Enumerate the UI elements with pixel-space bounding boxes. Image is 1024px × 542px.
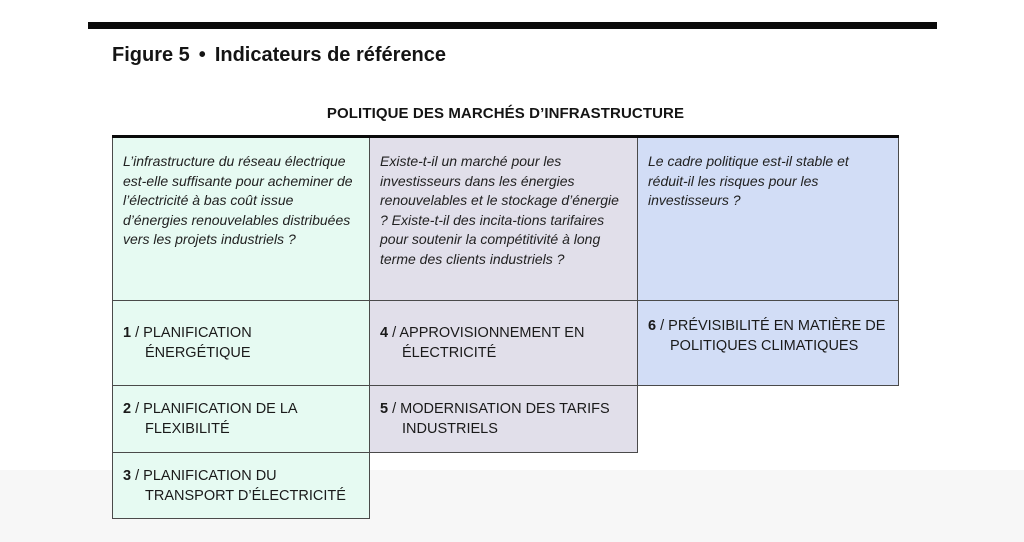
indicator-cell-3: 3 / PLANIFICATION DU TRANSPORT D’ÉLECTRICITÉ	[112, 452, 370, 519]
indicator-number: 2	[123, 401, 132, 417]
indicator-label: APPROVISIONNEMENT EN ÉLECTRICITÉ	[399, 325, 585, 361]
indicator-label: PLANIFICATION DE LA FLEXIBILITÉ	[143, 401, 297, 437]
question-cell-2	[369, 137, 638, 301]
top-rule	[88, 22, 937, 29]
figure-label: Figure 5	[112, 44, 190, 66]
figure-heading: Indicateurs de référence	[214, 44, 447, 66]
indicator-number: 4	[380, 325, 389, 341]
indicator-number: 5	[380, 401, 389, 417]
question-cell-3	[637, 137, 899, 301]
indicator-number: 1	[123, 325, 132, 341]
indicator-label: PLANIFICATION ÉNERGÉTIQUE	[143, 325, 252, 361]
indicator-number: 3	[123, 467, 132, 484]
question-text: L’infrastructure du réseau électrique est-elle suffisante pour acheminer de l’électricité à bas coût issue d’énergies renouvelables distribuées vers les projets industriels ?	[123, 153, 353, 247]
indicator-label: MODERNISATION DES TARIFS INDUSTRIELS	[400, 401, 610, 437]
title-separator: •	[198, 44, 206, 66]
question-cell-1	[112, 137, 370, 301]
indicator-cell-2: 2 / PLANIFICATION DE LA FLEXIBILITÉ	[112, 385, 370, 453]
indicator-number: 6	[648, 318, 657, 334]
indicator-cell-1: 1 / PLANIFICATION ÉNERGÉTIQUE	[112, 300, 370, 386]
section-title: POLITIQUE DES MARCHÉS D’INFRASTRUCTURE	[326, 105, 685, 122]
figure-title	[112, 44, 446, 67]
indicator-cell-5: 5 / MODERNISATION DES TARIFS INDUSTRIELS	[369, 385, 638, 453]
indicator-label: PRÉVISIBILITÉ EN MATIÈRE DE POLITIQUES CLIMATIQUES	[668, 318, 886, 354]
table-header-rule	[112, 135, 899, 138]
indicator-cell-6: 6 / PRÉVISIBILITÉ EN MATIÈRE DE POLITIQUES CLIMATIQUES	[637, 300, 899, 386]
question-text: Existe-t-il un marché pour les investisseurs dans les énergies renouvelables et le stockage d’énergie ? Existe-t-il des incita-tions tarifaires pour soutenir la compétitivité à long terme des clients industriels ?	[380, 153, 619, 267]
indicator-cell-4: 4 / APPROVISIONNEMENT EN ÉLECTRICITÉ	[369, 300, 638, 386]
indicator-label: PLANIFICATION DU TRANSPORT D’ÉLECTRICITÉ	[143, 467, 346, 504]
question-text: Le cadre politique est-il stable et réduit-il les risques pour les investisseurs ?	[648, 153, 849, 208]
